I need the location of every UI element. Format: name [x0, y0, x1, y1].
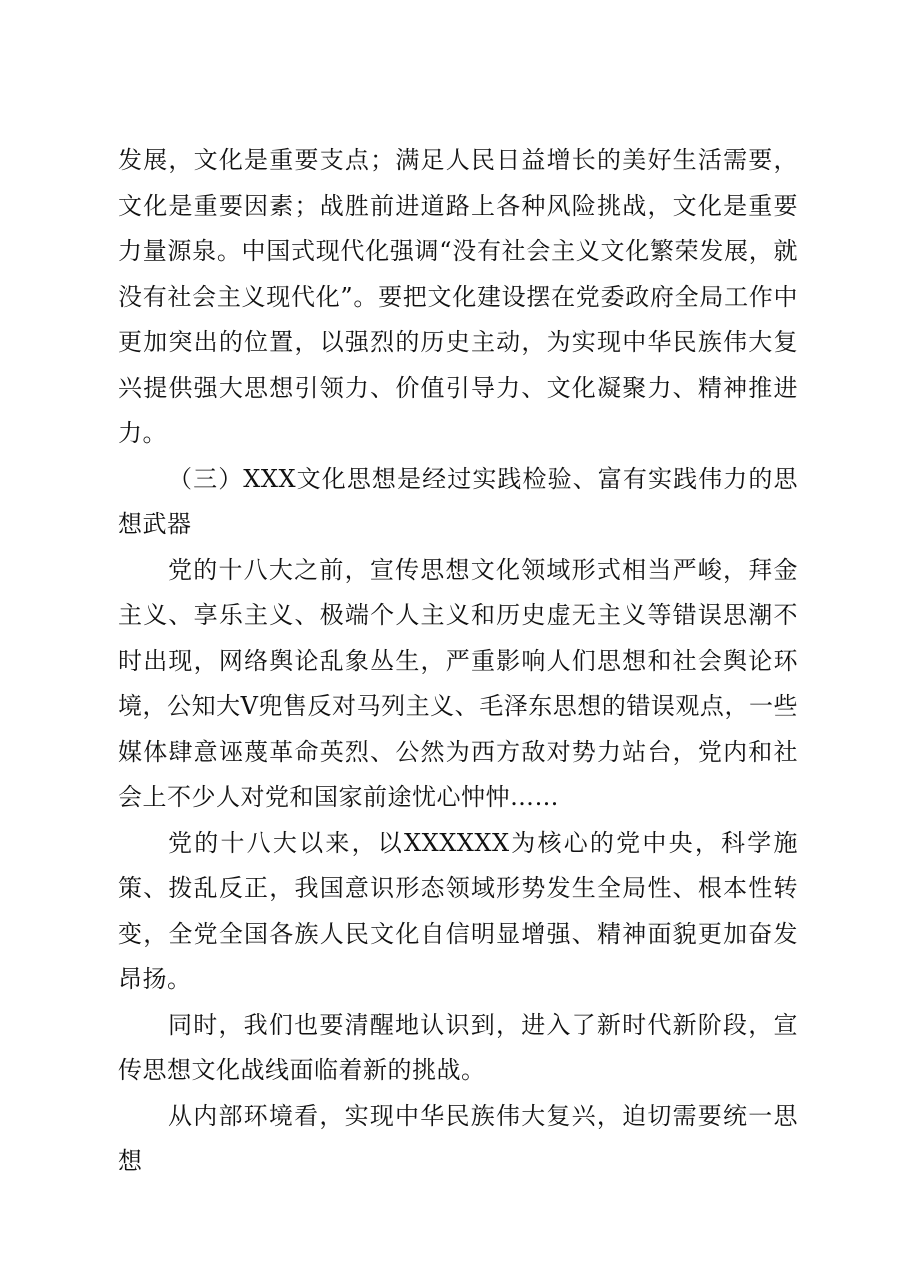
paragraph-new-challenges: 同时，我们也要清醒地认识到，进入了新时代新阶段，宣传思想文化战线面临着新的挑战。 — [118, 1010, 798, 1084]
section-heading-3: （三）XXX文化思想是经过实践检验、富有实践伟力的思想武器 — [118, 464, 798, 538]
paragraph-before-18th-congress: 党的十八大之前，宣传思想文化领域形式相当严峻，拜金主义、享乐主义、极端个人主义和历史虚无主义等错误思潮不时出现，网络舆论乱象丛生，严重影响人们思想和社会舆论环境，公知大V兜售反对马列主义、毛泽东思想的错误观点，一些媒体肆意诬蔑革命英烈、公然为西方敌对势力站台，党内和社会上不少人对党和国家前途忧心忡忡…… — [118, 555, 798, 811]
paragraph-continued: 发展，文化是重要支点；满足人民日益增长的美好生活需要，文化是重要因素；战胜前进道路上各种风险挑战，文化是重要力量源泉。中国式现代化强调“没有社会主义文化繁荣发展，就没有社会主义现代化”。要把文化建设摆在党委政府全局工作中更加突出的位置，以强烈的历史主动，为实现中华民族伟大复兴提供强大思想引领力、价值引导力、文化凝聚力、精神推进力。 — [118, 146, 798, 447]
document-body — [118, 138, 798, 1185]
paragraph-internal-environment: 从内部环境看，实现中华民族伟大复兴，迫切需要统一思想 — [118, 1101, 798, 1175]
paragraph-since-18th-congress: 党的十八大以来，以XXXXXX为核心的党中央，科学施策、拨乱反正，我国意识形态领域形势发生全局性、根本性转变，全党全国各族人民文化自信明显增强、精神面貌更加奋发昂扬。 — [118, 828, 798, 993]
